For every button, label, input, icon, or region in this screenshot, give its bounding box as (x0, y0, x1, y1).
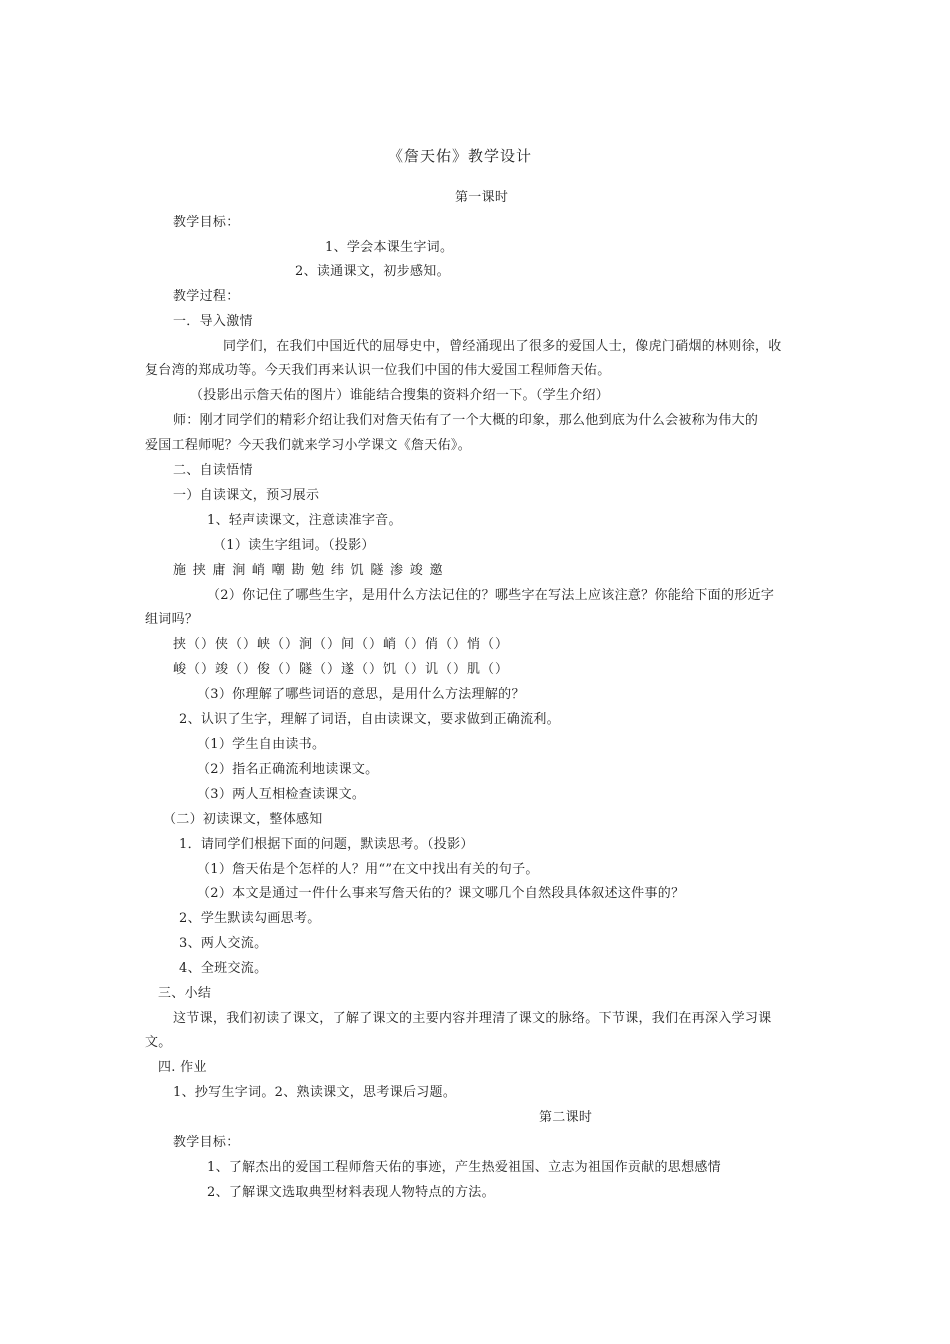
list-item: （3）你理解了哪些词语的意思，是用什么方法理解的？ (197, 687, 525, 702)
lesson2-heading: 第二课时 (539, 1110, 593, 1125)
section-heading: 二、自读悟情 (173, 463, 253, 478)
list-item: （1）读生字组词。（投影） (213, 538, 375, 553)
lesson1-goal-2: 2、读通课文，初步感知。 (295, 264, 450, 279)
character-list: 施 挟 庸 涧 峭 嘲 勘 勉 纬 饥 隧 渗 竣 邀 (173, 563, 443, 578)
subsection-heading: 一）自读课文，预习展示 (173, 488, 320, 503)
list-item: 组词吗？ (145, 612, 199, 627)
list-item: 2、学生默读勾画思考。 (179, 911, 321, 926)
lesson2-goal-1: 1、了解杰出的爱国工程师詹天佑的事迹，产生热爱祖国、立志为祖国作贡献的思想感情 (207, 1160, 721, 1175)
list-item: （2）本文是通过一件什么事来写詹天佑的？课文哪几个自然段具体叙述这件事的？ (197, 886, 685, 901)
subsection-heading: （二）初读课文，整体感知 (163, 812, 323, 827)
document-title: 《詹天佑》教学设计 (388, 147, 533, 165)
paragraph-line: 同学们，在我们中国近代的屈辱史中，曾经涌现出了很多的爱国人士，像虎门硝烟的林则徐，收 (223, 339, 782, 354)
paragraph-line: 这节课，我们初读了课文，了解了课文的主要内容并理清了课文的脉络。下节课，我们在再深入学习课 (173, 1011, 772, 1026)
list-item: 3、两人交流。 (179, 936, 268, 951)
section-heading: 一．导入激情 (173, 314, 253, 329)
section-heading: 四. 作业 (158, 1060, 207, 1075)
list-item: （2）指名正确流利地读课文。 (197, 762, 379, 777)
process-label: 教学过程： (173, 289, 240, 304)
list-item: （2）你记住了哪些生字，是用什么方法记住的？哪些字在写法上应该注意？你能给下面的形近字 (207, 588, 775, 603)
lesson1-goal-1: 1、学会本课生字词。 (325, 240, 454, 255)
lesson1-goals-label: 教学目标： (173, 215, 240, 230)
word-exercise: 峻（）竣（）俊（）隧（）遂（）饥（）讥（）肌（） (173, 662, 510, 677)
list-item: 1、轻声读课文，注意读准字音。 (207, 513, 402, 528)
paragraph-line: （投影出示詹天佑的图片）谁能结合搜集的资料介绍一下。（学生介绍） (190, 388, 610, 403)
paragraph-line: 爱国工程师呢？今天我们就来学习小学课文《詹天佑》。 (145, 438, 472, 453)
list-item: （1）学生自由读书。 (197, 737, 326, 752)
list-item: 1．请同学们根据下面的问题，默读思考。（投影） (179, 837, 474, 852)
paragraph-line: 文。 (145, 1035, 172, 1050)
list-item: （1）詹天佑是个怎样的人？用“”在文中找出有关的句子。 (197, 862, 539, 877)
lesson2-goals-label: 教学目标： (173, 1135, 240, 1150)
paragraph-line: 复台湾的郑成功等。今天我们再来认识一位我们中国的伟大爱国工程师詹天佑。 (145, 363, 611, 378)
paragraph-line: 1、抄写生字词。2、熟读课文，思考课后习题。 (173, 1085, 457, 1100)
list-item: （3）两人互相检查读课文。 (197, 787, 366, 802)
word-exercise: 挟（）侠（）峡（）涧（）间（）峭（）俏（）悄（） (173, 637, 510, 652)
list-item: 4、全班交流。 (179, 961, 268, 976)
paragraph-line: 师：刚才同学们的精彩介绍让我们对詹天佑有了一个大概的印象，那么他到底为什么会被称为伟大的 (173, 413, 759, 428)
lesson2-goal-2: 2、了解课文选取典型材料表现人物特点的方法。 (207, 1185, 495, 1200)
lesson1-heading: 第一课时 (455, 190, 509, 205)
section-heading: 三、小结 (158, 986, 212, 1001)
list-item: 2、认识了生字，理解了词语，自由读课文，要求做到正确流利。 (179, 712, 560, 727)
